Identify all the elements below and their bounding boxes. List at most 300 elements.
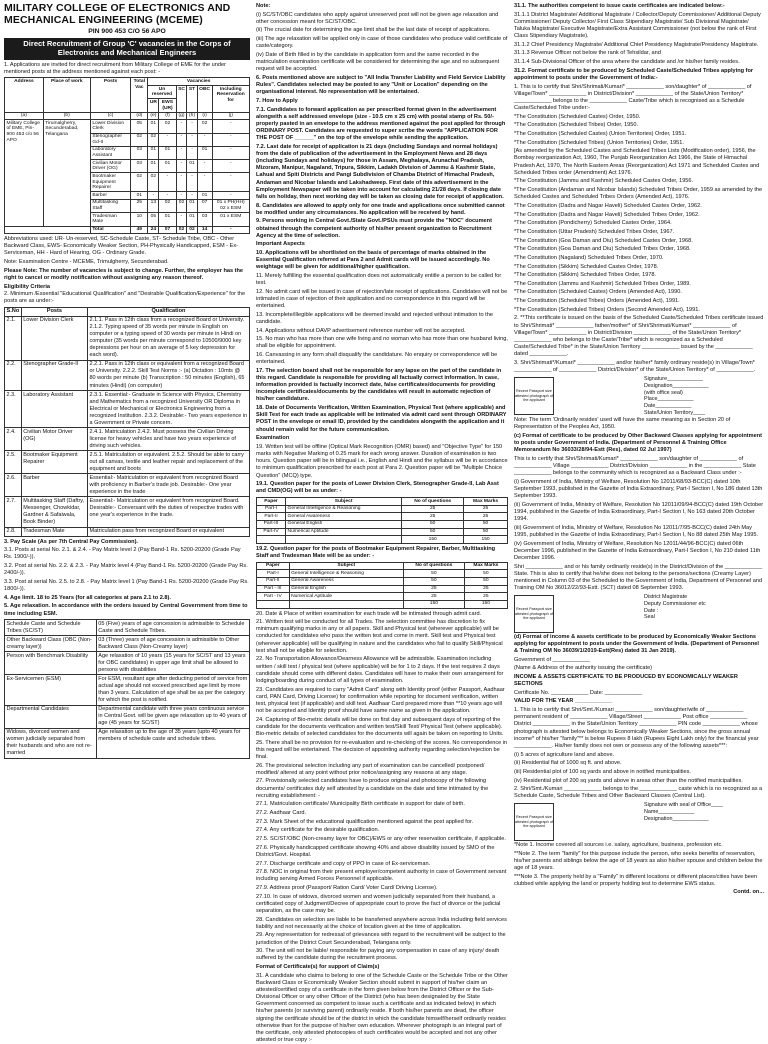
letters-row [5,112,250,120]
value-cell: 01 [159,146,176,159]
table-row [5,391,250,428]
th-st: ST [187,86,197,113]
paper-cell: Numerical Aptitude [289,593,403,601]
category-cell: Person with Benchmark Disability [5,652,97,675]
paper-cell: General Intelligence & Reasoning [286,505,402,513]
paragraph: *Note 1. Income covered all sources i.e. salary, agriculture, business, profession etc. [514,842,764,849]
th-ews: EWS (UR) [159,99,176,112]
table-row [5,527,250,536]
pay-scale-section [4,539,250,618]
paper-cell: Part-I [257,505,286,513]
paragraph: 19. Written test will be offline (Optical Mark Recognition (OMR) based) and "Objective Type" for 150 marks with Negative Marking of 0.25 mark for each wrong answer. Duration of examination is two hours. Question paper will be in bilingual i.e., English and Hindi and the syllabus will be in accordance to minimum qualification prescribed for each post at Para 2. Question paper will be "Multiple Choice Question" (MCQ) type. [256,444,508,480]
paragraph: *The Constitution (Scheduled Tribes) (Union Territories) Order, 1951. [514,140,764,147]
post-cell: Total [90,226,130,234]
sno-cell: 2.1. [5,316,22,360]
value-cell: - [187,192,197,200]
question-paper-table-1 [256,497,508,544]
post-cell: Multitasking Staff [90,199,130,212]
paper-cell: 50 [402,528,464,536]
paragraph: 19.1. Question paper for the posts of Lower Division Clerk, Stenographer Grade-II, Lab Asst and CMD(OG) will be as under: - [256,481,508,495]
letter-cell: (j) [212,112,249,120]
header-cell: Paper [257,562,290,570]
th-obc: OBC [197,86,212,113]
paragraph: Examination [256,435,508,442]
paragraph: 23. Candidates are required to carry "Admit Card" along with Identity proof (either Passport, Aadhaar card, PAN Card, Driving License) for confirmation while reporting for document verification, written test, physical test (if applicable) and skill test. Aadhaar Card prepared more than **10 years ago will not be accepted and Identity proof should have same name as given in the application. [256,687,508,716]
table-row [5,497,250,527]
value-cell: - [212,120,249,133]
paper-cell: 50 [464,528,508,536]
category-cell: Widows, divorced women and women judicially separated from their husbands and who are not re-married [5,728,97,758]
sno-cell: 2.4. [5,428,22,451]
table-row [257,593,508,601]
paper-cell: 50 [403,577,464,585]
post-cell: Tradesman Mate [90,213,130,226]
paragraph: (i) Government of India, Ministry of Welfare, Resolution No 12011/68/93-BCC(C) dated 10th September 1993, published in the Gazette of India Extraordinary, Part-I Section I, No 186 dated 13th September 1993. [514,479,764,500]
table-row [257,536,508,544]
category-cell: Ex-Servicemen (ESM) [5,675,97,705]
header-cell: No of questions [402,498,464,506]
paper-cell [286,536,402,544]
value-cell: - [176,133,187,146]
post-cell: Barber [21,474,87,497]
paper-cell: Part-III [257,520,286,528]
blank-cell [5,226,91,234]
header-cell: Paper [257,498,286,506]
header-cell: Max Marks [464,498,508,506]
post-cell: Tradesman Mate [21,527,87,536]
paragraph: INCOME & ASSETS CERTIFICATE TO BE PRODUCED BY ECONOMICALLY WEAKER SECTIONS [514,674,764,688]
pay-scale-line: 3. Pay Scale (As per 7th Central Pay Commission). [4,539,250,546]
value-cell: - [176,173,187,192]
caste-certificate-section [514,3,764,374]
value-cell: 02 [176,199,187,212]
th-including: Including Reservation for [212,86,249,113]
column-1 [4,3,250,1021]
vacancy-table [4,77,250,234]
value-cell: - [197,133,212,146]
paragraph: 27.3. Mark Sheet of the educational qualification mentioned against the post applied for. [256,819,508,826]
paragraph: This is to certify that Shri/Shrimati/Kumari* ____________ son/daughter of ____________ of ____________ Village ____________ District/Division ____________ in the ____________ State ____________ belongs to the community which is recognized as a Backward Class under :- [514,456,764,477]
sno-cell: 2.6. [5,474,22,497]
post-cell: Laboratory Assistant [90,146,130,159]
signature-line: Deputy Commissioner etc [644,601,764,608]
table-row [257,528,508,536]
letter-cell: (h) [187,112,197,120]
sno-cell: 2.2. [5,360,22,390]
th-post: Posts [21,307,87,316]
paragraph: 22. No Transportation Allowance/Dearness Allowance will be admissible. Examination including written / skill test / physical test (where applicable) will be for 1 to 2 days. If the test requires 2 days candidate should come with different dates. Candidates will have to make their own arrangement for lodging/boarding during conduct of all types of examination. [256,656,508,685]
relaxation-cell: For ESM, resultant age after deducting period of service from actual age should not exceed prescribed age limit by more than 3 years. Calculation of age shall be as per the category for which the post is notified. [96,675,249,705]
paragraph: *The Constitution (Scheduled Castes) Order, 1950. [514,114,764,121]
eligibility-heading: Eligibility Criteria [4,284,250,291]
paragraph: 27.2. Aadhaar Card. [256,810,508,817]
paragraph: *The Constitution (Andaman and Nicobar Islands) Scheduled Tribes Order, 1959 as amended by the Scheduled Castes and Scheduled Tribes Orders (Amended Act), 1976. [514,187,764,201]
paragraph: *The Constitution (Dadra and Nagar Haveli) Scheduled Castes Order, 1962. [514,203,764,210]
value-cell: - [159,192,176,200]
post-cell: Stenographer Gd-II [90,133,130,146]
paragraph: (iii) Government of India, Ministry of Welfare, Resolution No 12011/7/95-BCC(C) dated 24th May 1995, published in the Gazette of India Extraordinary, Part-I Section I, No 88 dated 25th May 1995. [514,525,764,539]
qualification-cell: Essential:- Matriculation or equivalent from recognized Board with proficiency in Barber's trade job. Desirable:- One year experience in the trade [87,474,249,497]
paragraph: (iv) Date of Birth filled in by the candidate in application form and the same recorded in the matriculation examination certificate will be considered for determining the age and no subsequent request will be accepted. [256,52,508,73]
paragraph: 21. Written test will be conducted for all Trades. The selection committee has discretion to fix minimum qualifying marks in any or all papers. Skill and Physical test (wherever applicable) will be conducted for candidates who pass the written test and come in merit. Skill test and Physical test (wherever applicable) will be qualifying in nature and the candidates who fail to qualify Skill/Physical test shall not be eligible for selection. [256,619,508,655]
qualification-cell: 2.5.1. Matriculation or equivalent. 2.5.2. Should be able to carry out all canvas, textile and leather repair and replacement of the equipment and boots [87,451,249,474]
header-cell: Subject [286,498,402,506]
paragraph: (ii) Residential flat of 1000 sq ft. and above. [514,760,764,767]
qualification-cell: 2.2.1. Pass in 12th class or equivalent from a recognized Board or University. 2.2.2. Skill Test Norms :- (a) Dictation : 10mts @ 80 words per minute (b) Transcription : 50 minutes (English), 65 minutes (Hindi) (on computer) [87,360,249,390]
examination-conditions [256,611,508,1044]
value-cell: - [176,192,187,200]
letter-cell: (g) [176,112,187,120]
post-cell: Bootmaker Equipment Repairer [21,451,87,474]
signature-line: Signature with seal of Office____ [644,802,764,809]
relaxation-cell: 03 (Three) years of age concession is admissible to Other Backward Class (Non-Creamy layer) [96,636,249,652]
age-relaxation-table [4,619,250,759]
paragraph: 2. **This certificate is issued on the basis of the Scheduled Caste/Scheduled Tribes certificate issued to Shri/Shrimati* ____________ father/mother* of Shri/Shrimati/Kumari* ____________ of Village/Town* ____________ in District/Division ____________ of the State/Union Territory* ____________ who belongs to the Caste/Tribe* which is recognized as a Scheduled Caste/Scheduled Tribe* in the State/Union Territory ____________ issued by the ____________ dated ____________. [514,315,764,358]
paper-cell: 25 [464,513,508,521]
paragraph: 27.7. Discharge certificate and copy of PPO in case of Ex-serviceman. [256,861,508,868]
paragraph: (d) Format of income & assets certificate to be produced by Economically Weaker Sections applying for appointment to posts under the Government of India. (Department of Personnel & Training OM No 36039/1/2019-Estt(Res) dated 31 Jan 2019). [514,634,764,655]
paragraph: 6. Posts mentioned above are subject to "All India Transfer Liability and Field Service Liability Rules". Candidates selected may be posted to any "Unit or Location" depending on the organisational interest. No representation will be entertained. [256,75,508,96]
paragraph: (iii) The age relaxation will be applied only in case of those candidates who produce valid certificate of caste/category. [256,36,508,50]
paper-cell: 150 [403,600,464,608]
value-cell: 05 [148,213,159,226]
value-cell: 03 [131,146,148,159]
value-cell: 07 [159,226,176,234]
header-row [257,562,508,570]
table-row [5,428,250,451]
post-cell: Civilian Motor Driver (OG) [90,160,130,173]
paper-cell: 50 [464,577,507,585]
pay-scale-line: 3.3. Post at serial No. 2.5. to 2.8. - Pay Matrix level 1 (Pay Band-1 Rs. 5200-20200 (Grade Pay Rs. 1800/-)). [4,579,250,593]
paragraph: 31.1.1 District Magistrate/ Additional Magistrate / Collector/Deputy Commissioner/ Additional Deputy Commissioner/ Deputy Collector/ First Class Stipendiary Magistrate/ Sub Divisional Magistrate/ Taluka Magistrate/ Executive Magistrate/Extra Assistant Commissioner (not below the rank of First Class Stipendiary Magistrate). [514,12,764,41]
paper-cell: Part-II [257,577,290,585]
relaxation-cell: Departmental candidate with three years continuous service in Central Govt. will be given age relaxation up to 40 years of age (45 years for SC/ST) [96,705,249,728]
paragraph: 8. Candidates are allowed to apply only for one trade and applications once submitted cannot be modified under any circumstances. No application will be received by hand. [256,203,508,217]
value-cell: - [187,173,197,192]
paper-cell: 150 [464,600,507,608]
paragraph: 7. How to Apply [256,98,508,105]
value-cell: - [176,160,187,173]
table-row [5,474,250,497]
post-cell: Multitasking Staff (Daftry, Messenger, Chowkidar, Gardner & Safaiwala, Book Binder) [21,497,87,527]
paragraph: 12. No admit card will be issued in case of rejection/late receipt of applications. Candidates will not be intimated in case of rejection of their application and no correspondence in this regard will be entertained. [256,289,508,310]
paragraph: 27.10. In case of widows, divorced women and women judicially separated from their husband, a certificated copy of Judgment/Decree of appropriate court to prove the fact of divorce or the judicial separation, as the case may be. [256,894,508,915]
paragraph: 18. Date of Documents Verification, Written Examination, Physical Test (where applicable) and Skill Test for each trade as applicable will be intimated via admit card sent through ORDINARY POST in the envelope or email ID, provided by the candidates alongwith the application and it should remain valid for the future communication. [256,405,508,434]
paragraph: Format of Certificate(s) for support of Claim(s) [256,964,508,971]
value-cell: 01 [159,213,176,226]
paper-cell: General Intelligence & Reasoning [289,570,403,578]
value-cell: 01 [197,192,212,200]
paper-cell: Part-I [257,570,290,578]
category-cell: Other Backward Class (OBC (Non-creamy layer)) [5,636,97,652]
header-cell: Subject [289,562,403,570]
paper-cell: 50 [464,570,507,578]
value-cell: - [197,173,212,192]
pin-address: PIN 900 453 C/O 56 APO [4,28,250,37]
paragraph: 7.1. Candidates to forward application as per prescribed format given in the advertisement alongwith a self addressed envelope (size - 10.5 cm x 25 cm) with postal stamp of Rs. 50/- properly pasted in an envelope to the address mentioned against the post applied for through ORDINARY POST. Candidates are requested to super scribe the words "APPLICATION FOR THE POST OF ______" on the top of the envelope while sending the application. [256,107,508,143]
value-cell: 01 [148,160,159,173]
value-cell: 14 [197,226,212,234]
value-cell: - [212,192,249,200]
paragraph: Note: [256,3,508,10]
paragraph: *The Constitution (Dadra and Nagar Haveli) Scheduled Tribes Order, 1962. [514,212,764,219]
address-cell: Military College of EME, Pin-900 453 c/o 56 APO [5,120,44,226]
signature-block-2 [644,594,764,622]
th-qualification: Qualification [87,307,249,316]
th-place: Place of work [43,78,90,112]
photo-box: Recent Passport size attested photograph of the applicant [514,377,554,415]
paragraph: 1. This is to certify that Shri/Smt./Kumari ____________ son/daughter/wife of ____________ permanent resident of ____________ Village/Street ____________ Post office ____________ District ____________ in the State/Union Territory ____________ PIN code ____________ whose photograph is attested below belongs to Economically Weaker Sections, since the gross annual income* of his/her "family"** is below Rupees 8 lakh (Rupees Eight Lakh only) for the financial year ____________. His/her family does not own or possess any of the following assets***: [514,707,764,750]
column-3 [514,3,764,1021]
paper-cell: 25 [464,593,507,601]
paragraph: *The Constitution (Scheduled Tribes) Order, 1950. [514,122,764,129]
value-cell: - [212,160,249,173]
value-cell: 02 [187,226,197,234]
paragraph: 31.1.4 Sub-Divisional Officer of the area where the candidate and /or his/her family resides. [514,59,764,66]
table-row [5,360,250,390]
paragraph: *The Constitution (Jammu and Kashmir) Scheduled Tribes Order, 1989. [514,281,764,288]
table-row [5,636,250,652]
obc-certificate-section [514,417,764,592]
pay-scale-line: 5. Age relaxation. In accordance with the orders issued by Central Government from time to time including ESM. [4,603,250,617]
paragraph: 31. A candidate who claims to belong to one of the Schedule Caste or the Schedule Tribe or the Other Backward Class or Economically Weaker Section should submit in support of his/her claim an attested/certified copy of a certificate in the form given below from the District Officer or the Sub-Divisional Officer or any other Officer of the District (who has been designated by the State Government concerned as competent to issue such a certificate and as indicated below) in which his/her parents (or surviving parent) ordinarily reside. If both his/her parents are dead, the officer signing the certificate should be of the district in which the candidate himself/herself ordinarily resides otherwise than for the purpose of his/her own education. Wherever photograph is an integral part of the certificate, only attested photocopies of such certificates would be accepted and not any other attested or true copy :- [256,973,508,1044]
signature-line: (with office seal) [644,390,764,397]
paragraph: 27.4. Any certificate for the desirable qualification. [256,827,508,834]
value-cell: 01 x ESM [212,213,249,226]
photo-box: Recent Passport size attested photograph of the applicant [514,595,554,633]
value-cell: 01 x PH(HH) 02 x ESM [212,199,249,212]
value-cell: - [187,146,197,159]
value-cell: 03 [131,160,148,173]
value-cell: 02 [131,133,148,146]
value-cell: 25 [131,199,148,212]
paragraph: Note: The term 'Ordinarily resides' used will have the same meaning as in Section 20 of Representation of the Peoples Act, 1950. [514,417,764,431]
paragraph: (iii) Residential plot of 100 sq yards and above in notified municipalities. [514,769,764,776]
paragraph: 27.9. Address proof (Passport/ Ration Card/ Voter Card/ Driving License). [256,885,508,892]
value-cell: - [197,160,212,173]
value-cell: 01 [187,199,197,212]
paragraph: *The Constitution (Scheduled Castes) (Union Territories) Order, 1951. [514,131,764,138]
paragraph: *The Constitution (Sikkim) Scheduled Tribes Order, 1978. [514,272,764,279]
signature-line: Date : [644,608,764,615]
paper-cell: General English [289,585,403,593]
value-cell: - [187,120,197,133]
value-cell: - [212,133,249,146]
paragraph: (iv) Government of India, Ministry of Welfare, Resolution No 12011/44/96-BCC(C) dated 06th December 1996, published in the Gazette of India Extraordinary, Part-I Section I, No 210 dated 11th December 1996. [514,541,764,562]
paper-cell [257,536,286,544]
paragraph: 27. Provisionally selected candidates have to produce original and photocopy of the following documents/ certificates duly self attested by a candidate on the date and time intimated by the recruiting establishment: - [256,778,508,799]
paragraph: (ii) Government of India, Ministry of Welfare, Resolution No 12011/09/94-BCC(C) dated 19th October 1994, published in the Gazette of India Extraordinary, Part-I Section I, No 163 dated 20th October 1994. [514,502,764,523]
page-title: MILITARY COLLEGE OF ELECTRONICS AND MECHANICAL ENGINEERING (MCEME) [4,3,250,27]
paragraph: Government of ____________ [514,657,764,664]
value-cell: - [148,192,159,200]
relaxation-cell: 05 (Five) years of age concession is admissible to Schedule Caste and Schedule Tribes. [96,620,249,636]
paper-cell: Part - III [257,585,290,593]
value-cell: 02 [131,173,148,192]
abbreviations: Abbreviations used: UR- Un-reserved, SC-Schedule Caste, ST- Schedule Tribe, OBC - Other Backward Class, EWS- Economically Weaker Section, PH-Physically Handicapped, ESM - Ex-Serviceman, HH - Hard of Hearing, OG - Ordinary Grade. [4,236,250,257]
paragraph: (c) Format of certificate to be produced by Other Backward Classes applying for appointment to posts under Government of India. (Department of Personnel & Training Office Memorandum No 36033/28/94-Estt (Res), dated 02 Jul 1997) [514,433,764,454]
paragraph: (i) SC/ST/OBC candidates who apply against unreserved post will not be given age relaxation and other concession meant for SC/ST/OBC. [256,12,508,26]
value-cell: - [176,120,187,133]
vacancy-body [5,120,250,234]
signature-line: Signature____________ [644,376,764,383]
paper-cell: Part-II [257,513,286,521]
paragraph: VALID FOR THE YEAR ____________ [514,698,764,705]
paragraph: [As amended by the Scheduled Castes and Scheduled Tribes Lists (Modification order), 1956, the Bombay reorganization Act, 1960, The Punjab Reorganization Act 1966, the State of Himachal Pradesh Act, 1970, The North Eastern Areas (Reorganization) Act 1971 and Scheduled Castes and Scheduled Tribes order (Amendment) Act 1976. [514,148,764,177]
paragraph: (ii) The crucial date for determining the age limit shall be the last date of receipt of applications. [256,27,508,34]
signature-line: Name____________ [644,809,764,816]
paragraph: 29. Any representation for redressal of grievances with regard to the recruitment will be subject to the jurisdiction of the District Court Secunderabad, Telangana only. [256,932,508,946]
paper-cell: 50 [464,520,508,528]
value-cell: 24 [148,226,159,234]
paragraph: 31.1.2 Chief Presidency Magistrate/ Additional Chief Presidency Magistrate/Presidency Magistrate. [514,42,764,49]
recruitment-banner: Direct Recruitment of Group 'C' vacancies in the Corps of Electronics and Mechanical Engineers [4,38,250,59]
paragraph: 13. Incomplete/illegible applications will be deemed invalid and rejected without intimation to the candidate. [256,312,508,326]
signature-line: Seal [644,614,764,621]
paragraph: 27.5. SC/ST/OBC (Non-creamy layer for OBC)/EWS or any other reservation certificate, if applicable. [256,836,508,843]
table-row [5,620,250,636]
notes-and-instructions [256,3,508,496]
eligibility-table [4,307,250,537]
paper-cell: 25 [464,585,507,593]
intro-paragraph: 1. Applications are invited for direct recruitment from Military College of EME for the under mentioned posts at the address mentioned against each post: - [4,62,250,76]
paragraph: 27.6. Physically handicapped certificate showing 40% and above disability issued by SMO of the District/Govt. Hospital. [256,845,508,859]
value-cell: - [159,133,176,146]
place-cell: Tirumalgherry, Secunderabad, Telangana [43,120,90,226]
table-row [5,120,250,133]
signature-line: Date____________ [644,403,764,410]
paragraph: Shri ____________ and or his family ordinarily reside(s) in the District/Division of the ____________ State. This is also to certify that he/she does not belong to the persons/sections (Creamy Layer) mentioned in Column 03 of the Scheduled to the Government of India, Department of Personnel and Training OM No 36012/22/93-Estt. (SCT) dated 08 September 1993. [514,564,764,593]
value-cell: - [212,173,249,192]
paper-cell: 150 [464,536,508,544]
value-cell: 13 [148,199,159,212]
pay-scale-line: 3.2. Post at serial No. 2.2. & 2.3. - Pay Matrix level 4 (Pay Band-1 Rs. 5200-20200 (Grade Pay Rs. 2400/-)). [4,563,250,577]
paper-cell: General English [286,520,402,528]
table-row [5,728,250,758]
value-cell: 02 [148,133,159,146]
table-row [5,316,250,360]
th-posts: Posts [90,78,130,112]
post-cell: Stenographer Grade-II [21,360,87,390]
sno-cell: 2.7. [5,497,22,527]
th-sno: S.No [5,307,22,316]
paragraph: 31.2. Format certificate to be produced by Scheduled Caste/Scheduled Tribes applying for appointment to posts under the Government of India:- [514,68,764,82]
value-cell: - [212,146,249,159]
paragraph: 3. Shri/Shrimati*/Kumari* ____________ and/or his/her* family ordinary reside(s) in Village/Town* ____________ of ____________ District/Division* of the State/Union Territory* of ____________. [514,360,764,374]
paper-heading-2: 19.2. Question paper for the posts of Bootmaker Equipment Repairer, Barber, Multitasking Staff and Tradesman Mate will be as under: - [256,546,508,560]
qualification-cell: 2.4.1. Matriculation 2.4.2. Must possess the Civilian Driving license for heavy vehicles and have two years experience of driving such vehicles. [87,428,249,451]
post-cell: Bootmaker Equipment Repairer [90,173,130,192]
paragraph: *The Constitution (Pondicherry) Scheduled Castes Order, 1964. [514,220,764,227]
header-row [257,498,508,506]
paragraph: *The Constitution (Nagaland) Scheduled Tribes Order, 1970. [514,255,764,262]
paper-cell: 25 [402,505,464,513]
eligibility-intro: 2. Minimum /Essential "Educational Qualification" and "Desirable Qualification/Experience" for the posts are as under:- [4,291,250,305]
qualification-cell: 2.1.1. Pass in 12th class from a recognized Board or University. 2.1.2. Typing speed of 35 words per minute in English on computer or a typing speed of 30 words per minute in Hindi on computer (35 words per minute correspond to 10500/9000 key depressions per hour on an average of 5 key depression for each word). [87,316,249,360]
letter-cell: (i) [197,112,212,120]
paragraph: **Note 2. The term "family" for this purpose include the person, who seeks benefits of reservation, his/her parents and siblings below the age of 18 years as also his/her spouse and children below the age of 18 years. [514,851,764,872]
ews-certificate-section [514,634,764,801]
value-cell: 03 [197,213,212,226]
paragraph: 31.1. The authorities competent to issue caste certificates are indicated below:- [514,3,764,10]
paragraph: 27.1. Matriculation certificate/ Municipality Birth certificate in support for date of birth. [256,801,508,808]
qualification-cell: Matriculation pass from recognized Board or equivalent [87,527,249,536]
sno-cell: 2.5. [5,451,22,474]
qualification-cell: Essential:- Matriculation or equivalent from recognized Board. Desirable:- Conversant with the duties of respective trades with one year's experience in the trade. [87,497,249,527]
paper-cell: Part - IV [257,593,290,601]
eligibility-body [5,316,250,536]
signature-line: State/Union Territory____ [644,410,764,417]
advertisement-page [4,3,764,1021]
paper-cell: 25 [403,593,464,601]
signature-line: Place____________ [644,396,764,403]
table-row [5,675,250,705]
question-paper-table-2 [256,562,508,609]
category-cell: Departmental Candidates [5,705,97,728]
paragraph: (Name & Address of the authority issuing the certificate) [514,665,764,672]
post-cell: Lower Division Clerk [21,316,87,360]
paragraph: 28. Candidates on selection are liable to be transferred anywhere across India including field services liability and not necessarily at the choice of location given at the time of application. [256,917,508,931]
relaxation-cell: Age relaxation up to the age of 35 years (upto 40 years for members of schedule caste and schedule tribes. [96,728,249,758]
qualification-cell: 2.3.1. Essential:- Graduate in Science with Physics, Chemistry and Mathematics from a recognized University OR Diploma in Electrical or Mechanical or Electronics Engineering from a recognized Institution. 2.3.2. Desirable:- Two years experience in a Government or Private concern. [87,391,249,428]
paragraph: 14. Applications without DAVP advertisement reference number will not be accepted. [256,328,508,335]
paragraph: *The Constitution (Jammu and Kashmir) Scheduled Castes Order, 1956. [514,178,764,185]
paper-cell: Numerical Aptitude [286,528,402,536]
paragraph: 9. Persons working in Central Govt./State Govt./PSUs must provide the "NOC" document obtained through the competent authority of his/her present organization to Recruitment Agency at the time of selection. [256,218,508,239]
post-cell: Civilian Motor Driver (OG) [21,428,87,451]
value-cell: 01 [197,146,212,159]
value-cell: - [212,226,249,234]
table-row [257,513,508,521]
th-unreserved: Un reserved [148,86,176,99]
paragraph: *The Constitution (Scheduled Tribes) Orders (Second Amended Act), 1991. [514,307,764,314]
paper-cell: General Awareness [286,513,402,521]
relaxation-cell: Age relaxation of 10 years (15 years for SC/ST and 13 years for OBC candidates) in upper age limit shall be allowed to persons with disabilities [96,652,249,675]
paragraph: 31.1.3 Revenue Officer not below the rank of Tehsildar, and [514,50,764,57]
paragraph: 25. There shall be no provision for re-evaluation and re-checking of the scores. No correspondence in this regard will be entertained. The decision of appointing authority regarding selection/rejection be final. [256,740,508,761]
value-cell: 02 [148,173,159,192]
paper-cell [257,600,290,608]
paragraph: *The Constitution (Goa Daman and Diu) Scheduled Castes Order, 1968. [514,238,764,245]
th-sc: SC [176,86,187,113]
paper-cell: General Awareness [289,577,403,585]
value-cell: 01 [159,160,176,173]
paper-cell: 50 [403,570,464,578]
paragraph: 1. This is to certify that Shri/Shrimati/Kumari* ____________ son/daughter* of ____________ of Village/Town* ____________ in District/Division* ____________ of the State/Union Territory* ____________ belongs to the ____________ Caste/Tribe which is recognised as a Schedule Caste/Scheduled Tribe under:- [514,84,764,113]
table-row [257,520,508,528]
value-cell: 10 [131,213,148,226]
th-vacancies: Vacancies [148,78,250,86]
value-cell: 01 [131,192,148,200]
paragraph: *The Constitution (Sikkim) Scheduled Castes Order, 1978. [514,264,764,271]
paragraph: 26. The provisional selection including any part of examination can be cancelled/ postponed/ modified/ altered at any point without prior notice/assigning any reasons at any stage. [256,763,508,777]
th-address: Address [5,78,44,112]
value-cell: 01 [187,213,197,226]
paper-cell: 25 [402,513,464,521]
paragraph: 15. No man who has more than one wife living and no woman who has more than one husband living, shall be eligible for appointment. [256,336,508,350]
sno-cell: 2.3. [5,391,22,428]
signature-line: Designation____________ [644,383,764,390]
pay-scale-line: 4. Age limit. 18 to 25 Years (for all categories at para 2.1 to 2.8). [4,595,250,602]
post-cell: Barber [90,192,130,200]
signature-line: Designation____________ [644,816,764,823]
exam-centre-note: Note: Examination Centre - MCEME, Trimulgherry, Secunderabad. [4,259,250,266]
value-cell: 02 [159,120,176,133]
letter-cell: (b) [43,112,90,120]
paper-cell: 25 [464,505,508,513]
letter-cell: (c) [90,112,130,120]
header-cell: No of questions [403,562,464,570]
